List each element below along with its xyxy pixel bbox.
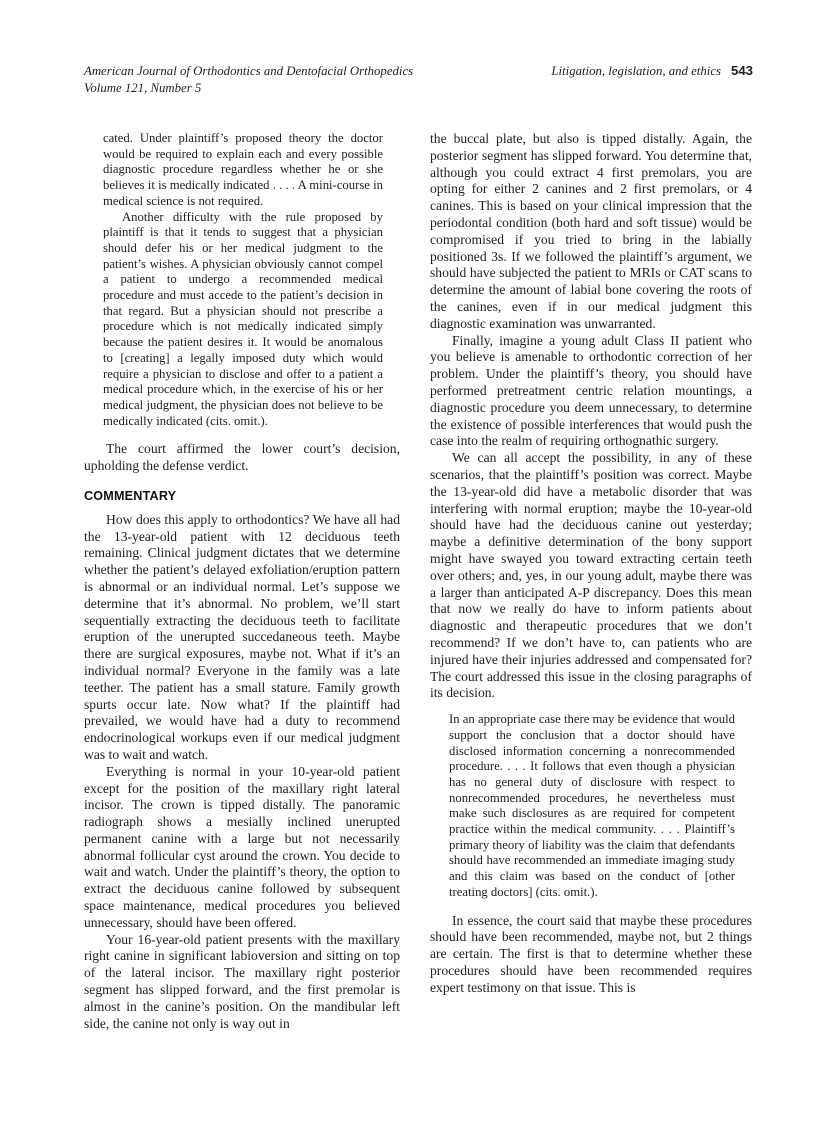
paragraph: the buccal plate, but also is tipped distally. Again, the posterior segment has slipped forward. You determine that, although you could extract 4 first premolars, you are opting for either 2 canines and 2 first premolars, or 4 canines. This is based on your clinical impression that the periodontal condition (both hard and soft tissue) would be compromised if you tried to bring in the labially positioned 3s. If we followed the plaintiff’s argument, we should have subjected the patient to MRIs or CAT scans to determine the amount of labial bone covering the roots of the canines, even if in our medical judgment this diagnostic examination was unwarranted. <box>430 131 752 331</box>
quote-paragraph: cated. Under plaintiff’s proposed theory the doctor would be required to explain each and every possible diagnostic procedure regardless whether he or she believes it is medically indicated . . . . A mini-course in medical science is not required. <box>103 131 383 208</box>
article-body <box>84 131 752 1032</box>
journal-title: American Journal of Orthodontics and Dentofacial Orthopedics <box>84 64 414 78</box>
paragraph: The court affirmed the lower court’s decision, upholding the defense verdict. <box>84 441 400 474</box>
paragraph: Everything is normal in your 10-year-old patient except for the position of the maxillary right lateral incisor. The crown is tipped distally. The panoramic radiograph shows a mesially inclined unerupted permanent canine with a large but not necessarily abnormal follicular cyst around the crown. You decide to wait and watch. Under the plaintiff’s theory, the option to extract the deciduous canine followed by subsequent space maintenance, medical procedures you believed unnecessary, should have been offered. <box>84 763 400 930</box>
right-column <box>430 131 752 1032</box>
paragraph: How does this apply to orthodontics? We have all had the 13-year-old patient with 12 deciduous teeth remaining. Clinical judgment dictates that we determine whether the patient’s delayed exfoliation/eruption pattern is abnormal or an individual normal. Let’s suppose we determine that it’s abnormal. No problem, we’ll start sequentially extracting the deciduous teeth to facilitate eruption of the unerupted succedaneous teeth. Maybe there are surgical exposures, maybe not. What if it’s an individual normal? Everyone in the family was a late teether. The patient has a small stature. Family growth spurts occur late. Now what? If the plaintiff had prevailed, we would have had a duty to recommend endocrinological workups even if our medical judgment was to wait and watch. <box>84 511 400 762</box>
quote-paragraph: In an appropriate case there may be evidence that would support the conclusion that a doctor should have disclosed information concerning a nonrecommended procedure. . . . It follows that even though a physician has no general duty of disclosure with respect to nonrecommended procedures, he nevertheless must make such disclosures as are required for competent practice within the medical community. . . . Plaintiff’s primary theory of liability was the claim that defendants should have recommended an immediate imaging study and this claim was based on the conduct of [other treating doctors] (cits. omit.). <box>449 712 735 899</box>
paragraph: Finally, imagine a young adult Class II patient who you believe is amenable to orthodontic correction of her problem. Under the plaintiff’s theory, you should have performed pretreatment centric relation mountings, a diagnostic procedure you deem unnecessary, to determine the existence of possible interferences that would push the case into the realm of requiring orthognathic surgery. <box>430 332 752 449</box>
page-number: 543 <box>730 63 753 78</box>
quote-paragraph: Another difficulty with the rule proposed by plaintiff is that it tends to suggest that a physician should defer his or her medical judgment to the patient’s wishes. A physician obviously cannot compel a patient to undergo a recommended medical procedure and must accede to the patient’s decision in that regard. But a physician should not prescribe a procedure which is not medically indicated simply because the patient desires it. It would be anomalous to [creating] a legally imposed duty which would require a physician to disclose and offer to a patient a medical procedure which, in the exercise of his or her medical judgment, the physician does not believe to be medically indicated (cits. omit.). <box>103 209 383 428</box>
page-header-left <box>84 63 413 96</box>
left-column <box>84 131 400 1032</box>
block-quote-court-decision <box>430 712 752 900</box>
paragraph: In essence, the court said that maybe these procedures should have been recommended, maybe not, but 2 things are certain. The first is that to determine whether these procedures should have been recommended requires expert testimony on that issue. This is <box>430 912 752 995</box>
volume-issue: Volume 121, Number 5 <box>84 80 202 95</box>
paragraph: Your 16-year-old patient presents with the maxillary right canine in significant labioversion and sitting on top of the lateral incisor. The maxillary right posterior segment has slipped forward, and the first premolar is almost in the canine’s position. On the mandibular left side, the canine not only is way out in <box>84 931 400 1031</box>
block-quote-court-opinion <box>84 131 400 429</box>
paragraph: We can all accept the possibility, in any of these scenarios, that the plaintiff’s position was correct. Maybe the 13-year-old did have a metabolic disorder that was interfering with normal eruption; maybe the 10-year-old should have had the deciduous canine out yesterday; maybe a definitive determination of the bony support might have swayed you toward extracting certain teeth over others; and, yes, in our young adult, maybe there was a larger than anticipated A-P discrepancy. Does this mean that now we really do have to inform patients about diagnostic and therapeutic procedures that we don’t recommend? If we don’t have to, can patients who are injured have their injuries addressed and compensated for? The court addressed this issue in the closing paragraphs of its decision. <box>430 450 752 701</box>
section-heading-commentary: COMMENTARY <box>84 488 177 503</box>
running-head: Litigation, legislation, and ethics <box>551 64 721 78</box>
page-header-right <box>551 63 753 80</box>
